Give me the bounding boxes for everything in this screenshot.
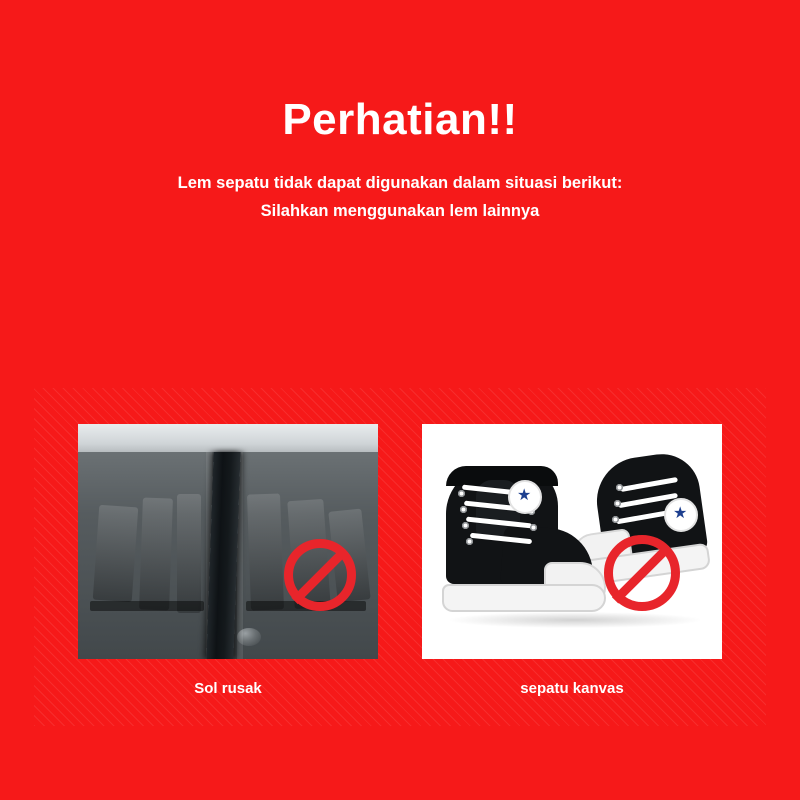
no-entry-slash bbox=[612, 543, 672, 603]
no-entry-icon bbox=[604, 535, 680, 611]
star-icon: ★ bbox=[517, 487, 532, 504]
shoe-eyelet bbox=[616, 484, 623, 491]
shoe-sole-strip bbox=[442, 584, 606, 612]
shoe-eyelet bbox=[462, 522, 469, 529]
tread-rib bbox=[177, 494, 201, 614]
tread-groove bbox=[90, 601, 204, 611]
damaged-sole-photo bbox=[78, 424, 378, 659]
no-entry-slash bbox=[291, 546, 348, 603]
shoe-eyelet bbox=[612, 516, 619, 523]
subtitle bbox=[0, 170, 800, 224]
shoe-eyelet bbox=[460, 506, 467, 513]
shoe-eyelet bbox=[466, 538, 473, 545]
shoe-eyelet bbox=[614, 500, 621, 507]
list-item bbox=[78, 424, 378, 697]
examples-panel bbox=[34, 388, 766, 726]
list-item-label: Sol rusak bbox=[194, 680, 262, 697]
tread-rib bbox=[247, 493, 284, 610]
no-entry-icon bbox=[284, 539, 356, 611]
shoe-logo-patch bbox=[508, 480, 542, 514]
list-item-label: sepatu kanvas bbox=[520, 680, 624, 697]
page-title: Perhatian!! bbox=[282, 95, 518, 144]
shoe-eyelet bbox=[458, 490, 465, 497]
tread-rib bbox=[139, 497, 173, 610]
shoe-eyelet bbox=[530, 524, 537, 531]
shoe-logo-patch bbox=[664, 498, 698, 532]
examples-list bbox=[34, 424, 766, 697]
star-icon: ★ bbox=[673, 505, 688, 522]
header bbox=[0, 96, 800, 225]
subtitle-line-2: Silahkan menggunakan lem lainnya bbox=[260, 201, 540, 220]
canvas-shoes-photo bbox=[422, 424, 722, 659]
tread-rib bbox=[93, 505, 139, 603]
list-item bbox=[422, 424, 722, 697]
canvas-shoe-front bbox=[436, 466, 602, 626]
subtitle-line-1: Lem sepatu tidak dapat digunakan dalam situasi berikut: bbox=[177, 174, 623, 193]
